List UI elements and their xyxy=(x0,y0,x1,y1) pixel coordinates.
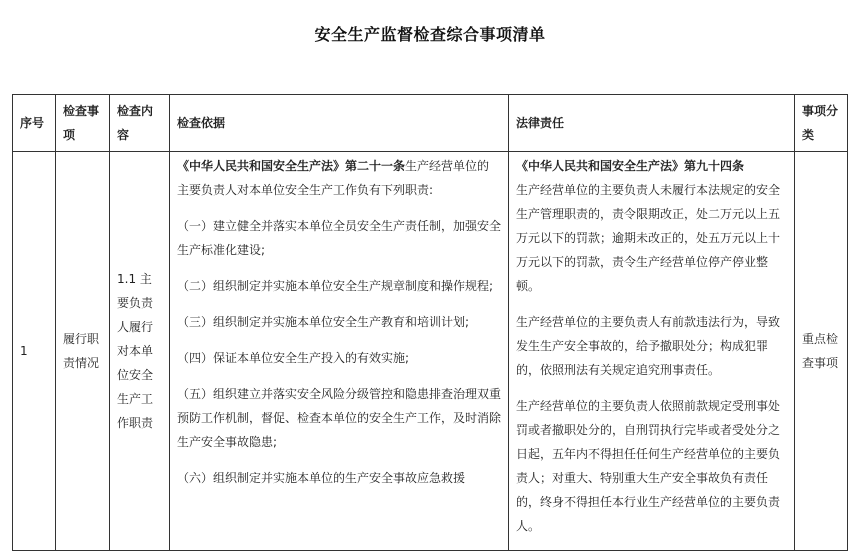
cell-seq: 1 xyxy=(13,152,56,551)
header-liability: 法律责任 xyxy=(509,95,795,152)
basis-intro xyxy=(177,154,501,202)
basis-intro-text: 生产经营单位的主要负责人对本单位安全生产工作负有下列职责: xyxy=(177,159,490,197)
basis-item: （三）组织制定并实施本单位安全生产教育和培训计划; xyxy=(177,315,470,329)
cell-basis xyxy=(170,152,509,551)
liability-law-text: 《中华人民共和国安全生产法》第九十四条 xyxy=(516,159,745,173)
cell-item: 履行职责情况 xyxy=(56,152,110,551)
basis-item: （二）组织制定并实施本单位安全生产规章制度和操作规程; xyxy=(177,279,494,293)
cell-liability xyxy=(509,152,795,551)
basis-item: （五）组织建立并落实安全风险分级管控和隐患排查治理双重预防工作机制，督促、检查本单位的安全生产工作，及时消除生产安全事故隐患; xyxy=(177,387,502,449)
checklist-table xyxy=(12,94,848,551)
header-basis: 检查依据 xyxy=(170,95,509,152)
header-seq: 序号 xyxy=(13,95,56,152)
basis-law: 《中华人民共和国安全生产法》第二十一条 xyxy=(177,159,406,173)
basis-item: （一）建立健全并落实本单位全员安全生产责任制，加强安全生产标准化建设; xyxy=(177,219,502,257)
liability-para: 生产经营单位的主要负责人依照前款规定受刑事处罚或者撤职处分的，自刑罚执行完毕或者受处分之日起，五年内不得担任任何生产经营单位的主要负责人；对重大、特别重大生产安全事故负有责任的，终身不得担任本行业生产经营单位的主要负责人。 xyxy=(516,399,781,533)
basis-item: （六）组织制定并实施本单位的生产安全事故应急救援 xyxy=(177,471,466,485)
liability-law xyxy=(516,154,787,178)
page-title: 安全生产监督检查综合事项清单 xyxy=(314,25,546,44)
header-category: 事项分类 xyxy=(795,95,848,152)
header-item: 检查事项 xyxy=(56,95,110,152)
basis-item: （四）保证本单位安全生产投入的有效实施; xyxy=(177,351,410,365)
liability-para: 生产经营单位的主要负责人未履行本法规定的安全生产管理职责的，责令限期改正，处二万元以上五万元以下的罚款；逾期未改正的，处五万元以上十万元以下的罚款，责令生产经营单位停产停业整顿。 xyxy=(516,183,781,293)
header-row xyxy=(13,95,848,152)
cell-category: 重点检查事项 xyxy=(795,152,848,551)
header-content: 检查内容 xyxy=(110,95,170,152)
cell-content: 1.1 主要负责人履行对本单位安全生产工作职责 xyxy=(110,152,170,551)
liability-para: 生产经营单位的主要负责人有前款违法行为，导致发生生产安全事故的，给予撤职处分；构成犯罪的，依照刑法有关规定追究刑事责任。 xyxy=(516,315,781,377)
table-row xyxy=(13,152,848,551)
